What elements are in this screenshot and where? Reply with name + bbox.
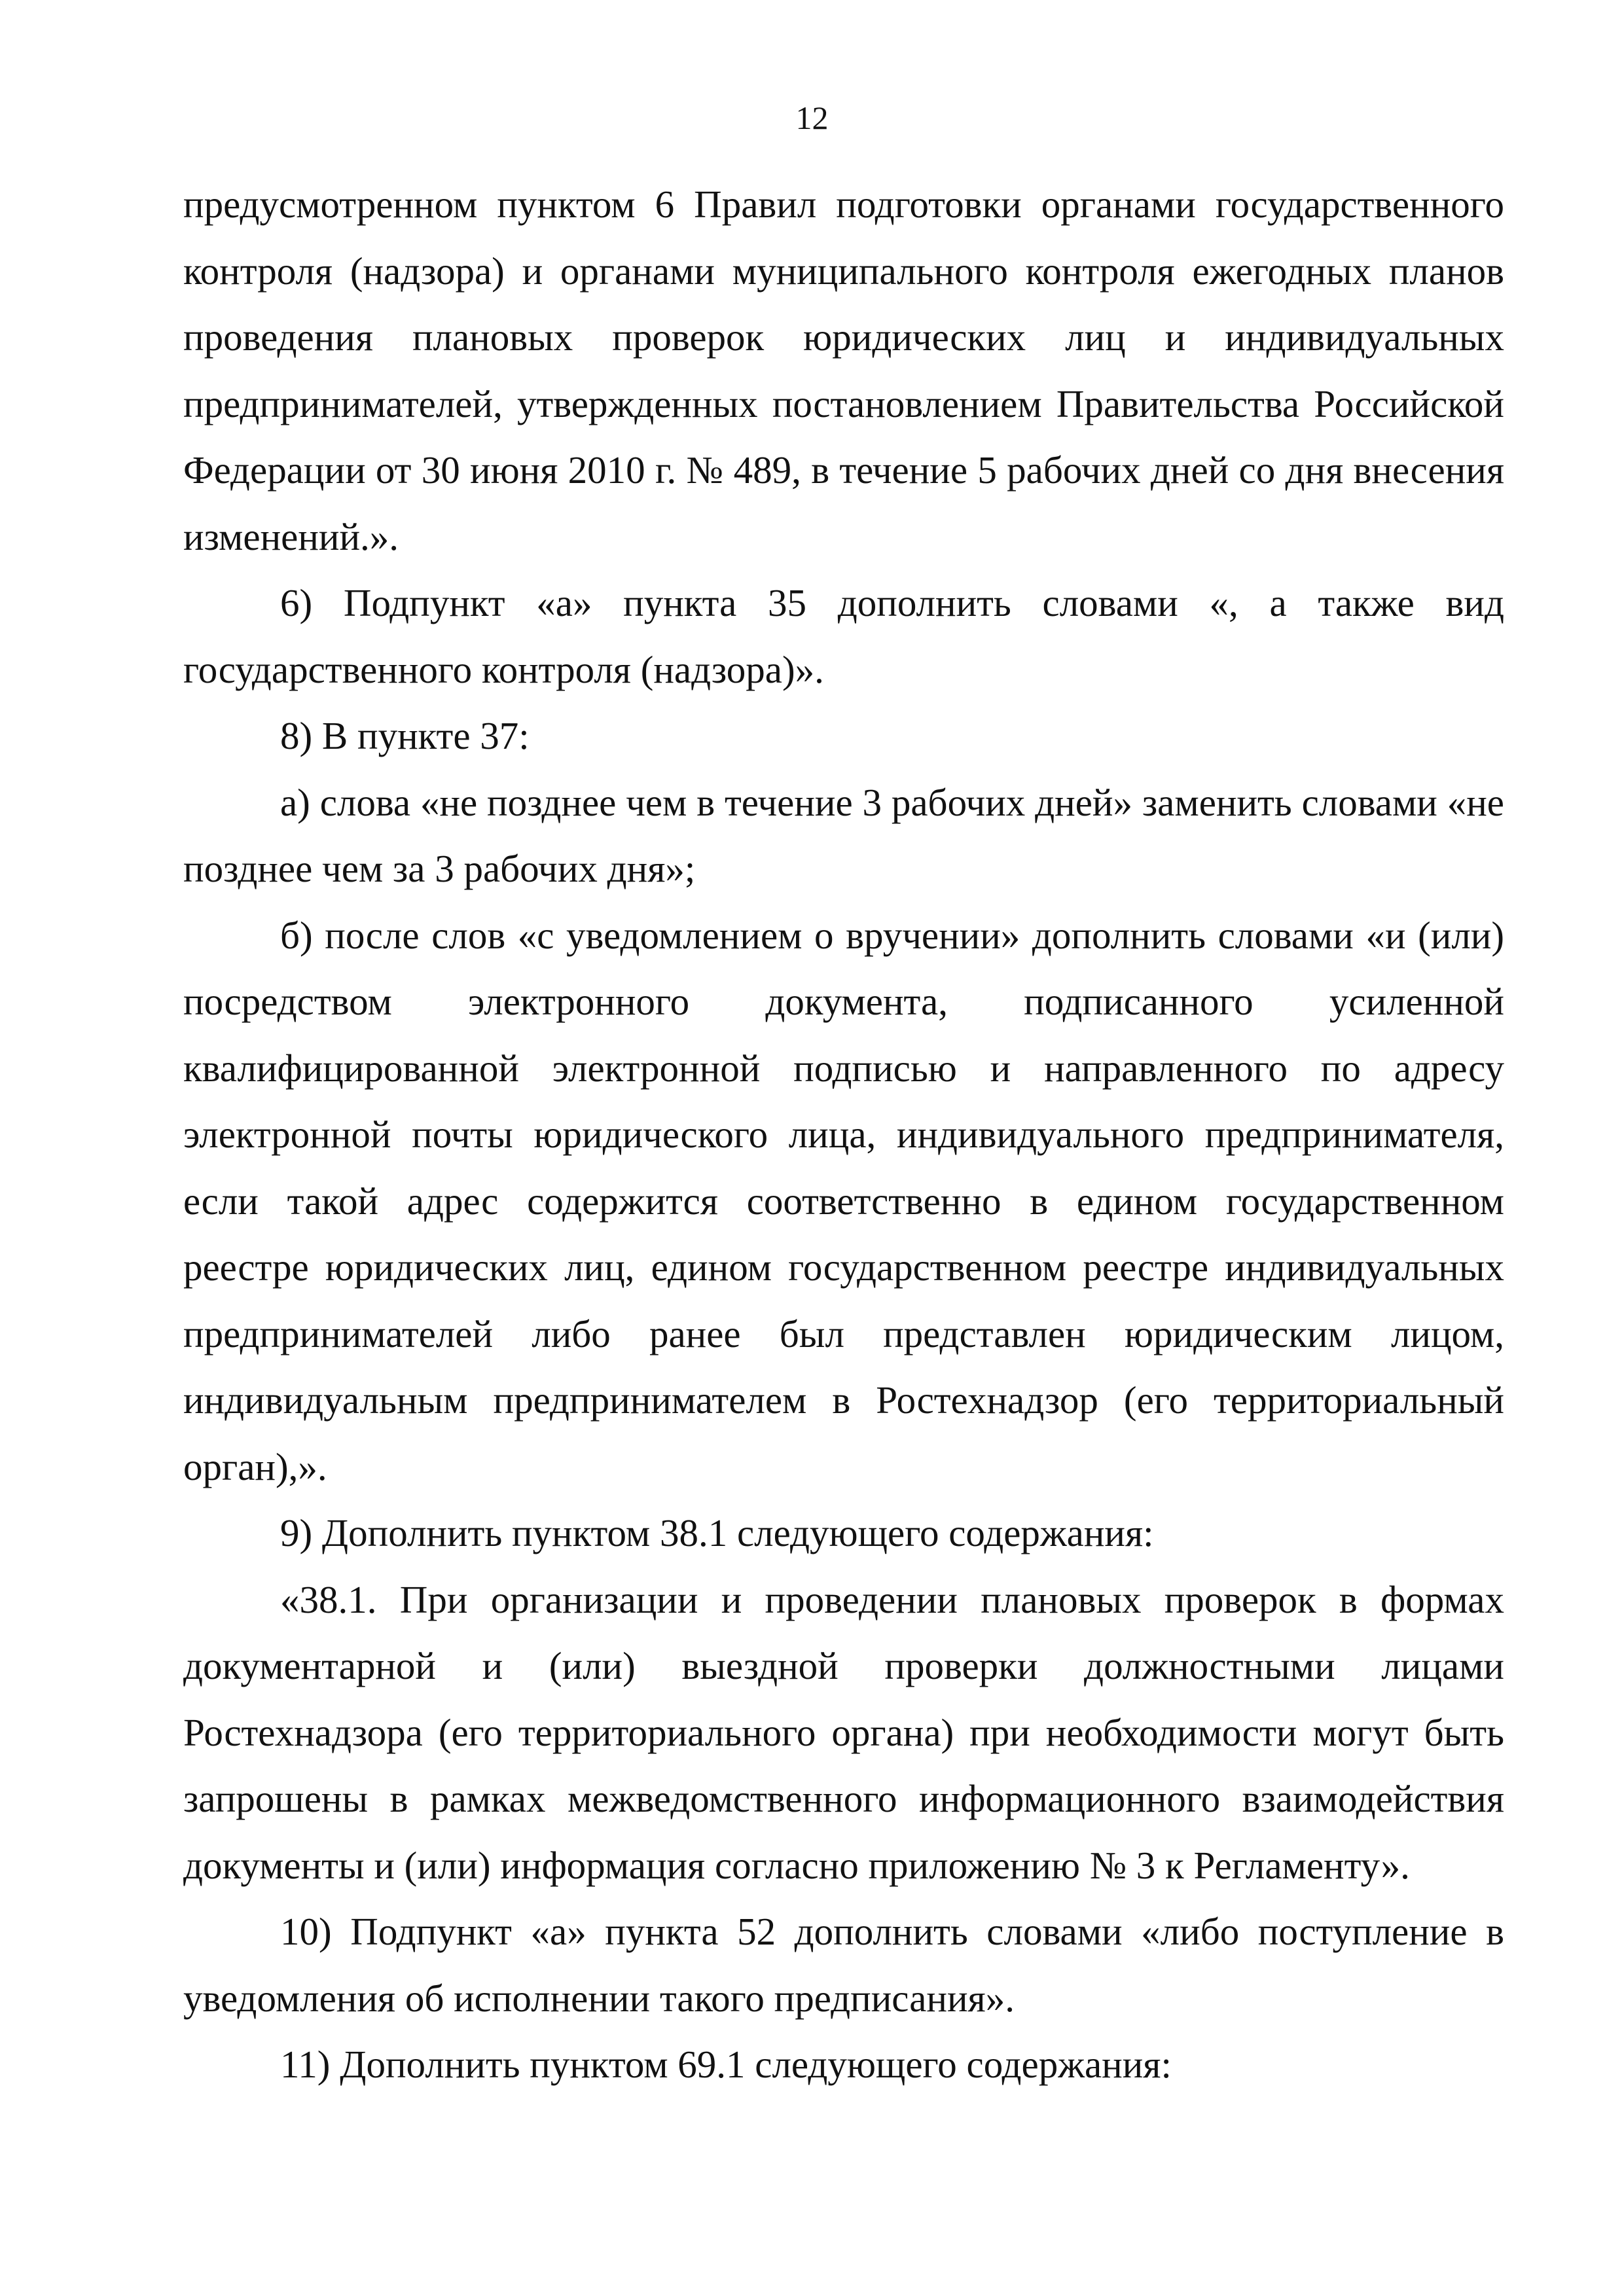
paragraph-item-11: 11) Дополнить пунктом 69.1 следующего содержания:: [280, 2043, 1172, 2086]
paragraph-item-8b: б) после слов «с уведомлением о вручении» дополнить словами «и (или) посредством электронного документа, подписанного усиленной квалифицированной электронной подписью и направленного по адресу электронной почты юридического лица, индивидуального предпринимателя, если такой адрес содержится соответственно в едином государственном реестре юридических лиц, едином государственном реестре индивидуальных предпринимателей либо ранее был представлен юридическим лицом, индивидуальным предпринимателем в Ростехнадзор (его территориальный орган),».: [183, 913, 1504, 1488]
document-body: [183, 171, 1504, 2098]
paragraph-item-8: 8) В пункте 37:: [280, 714, 530, 757]
paragraph-item-10: 10) Подпункт «а» пункта 52 дополнить словами «либо поступление в уведомления об исполнении такого предписания».: [183, 1910, 1504, 2020]
paragraph-item-6: 6) Подпункт «а» пункта 35 дополнить словами «, а также вид государственного контроля (надзора)».: [183, 581, 1504, 691]
page-number: 12: [795, 99, 829, 136]
paragraph-item-8a: а) слова «не позднее чем в течение 3 рабочих дней» заменить словами «не позднее чем за 3 рабочих дня»;: [183, 780, 1504, 890]
paragraph-item-38-1: «38.1. При организации и проведении плановых проверок в формах документарной и (или) выездной проверки должностными лицами Ростехнадзора (его территориального органа) при необходимости могут быть запрошены в рамках межведомственного информационного взаимодействия документы и (или) информация согласно приложению № 3 к Регламенту».: [183, 1577, 1504, 1887]
paragraph-continuation: предусмотренном пунктом 6 Правил подготовки органами государственного контроля (надзора) и органами муниципального контроля ежегодных планов проведения плановых проверок юридических лиц и индивидуальных предпринимателей, утвержденных постановлением Правительства Российской Федерации от 30 июня 2010 г. № 489, в течение 5 рабочих дней со дня внесения изменений.».: [183, 183, 1504, 558]
paragraph-item-9: 9) Дополнить пунктом 38.1 следующего содержания:: [280, 1511, 1154, 1554]
